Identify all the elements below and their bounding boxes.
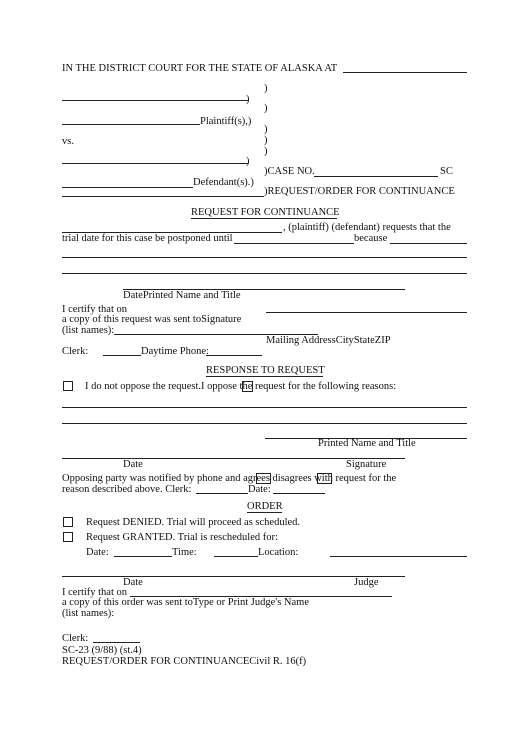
- daytime-phone-field[interactable]: [206, 355, 262, 356]
- caption-paren: ): [264, 103, 268, 114]
- response-date-colon-label: Date:: [248, 484, 271, 495]
- form-title-footer: REQUEST/ORDER FOR CONTINUANCECivil R. 16(f): [62, 656, 307, 667]
- oppose-checkbox[interactable]: [242, 381, 253, 392]
- oppose-reason-line-1[interactable]: [62, 407, 467, 408]
- postpone-until-field[interactable]: [234, 243, 354, 244]
- order-clerk-label: Clerk:: [62, 633, 89, 644]
- list-names-label: (list names):: [62, 325, 115, 336]
- caption-paren: ): [246, 94, 250, 105]
- clerk-label: Clerk:: [62, 346, 89, 357]
- defendant-label: Defendant(s).): [193, 177, 254, 188]
- caption-paren: ): [246, 156, 250, 167]
- opposing-party-line: Opposing party was notified by phone and agrees disagrees with request for the: [62, 473, 397, 484]
- order-date-label: Date:: [86, 547, 109, 558]
- request-signature-line[interactable]: [266, 312, 467, 313]
- granted-checkbox[interactable]: [63, 532, 73, 542]
- order-location-field[interactable]: [330, 556, 467, 557]
- disagrees-checkbox[interactable]: [317, 473, 332, 484]
- plaintiff-label: Plaintiff(s),): [200, 116, 252, 127]
- defendant-name-line-1[interactable]: [62, 163, 248, 164]
- request-heading: REQUEST FOR CONTINUANCE: [191, 207, 340, 218]
- date-name-title-label: DatePrinted Name and Title: [123, 290, 241, 301]
- form-code: SC-23 (9/88) (st.4): [62, 645, 142, 656]
- caption-paren: ): [264, 124, 268, 135]
- defendant-name-line-2[interactable]: [62, 187, 193, 188]
- certify-label: I certify that on: [62, 304, 128, 315]
- caption-paren: ): [264, 135, 268, 146]
- form-title-caption: )REQUEST/ORDER FOR CONTINUANCE: [264, 186, 455, 197]
- plaintiff-name-line-2[interactable]: [62, 124, 200, 125]
- court-header: IN THE DISTRICT COURT FOR THE STATE OF ALASKA AT: [62, 63, 338, 74]
- because-field[interactable]: [390, 243, 467, 244]
- daytime-phone-label: Daytime Phone:: [141, 346, 209, 357]
- defendant-name-line-3[interactable]: [62, 196, 264, 197]
- caption-paren: ): [264, 146, 268, 157]
- clerk-field[interactable]: [103, 355, 141, 356]
- order-clerk-field[interactable]: [93, 642, 140, 643]
- reason-line-2[interactable]: [62, 273, 467, 274]
- order-location-label: Location:: [258, 547, 299, 558]
- denied-checkbox[interactable]: [63, 517, 73, 527]
- agrees-checkbox[interactable]: [256, 473, 271, 484]
- do-not-oppose-checkbox[interactable]: [63, 381, 73, 391]
- response-signature-label: Signature: [346, 459, 387, 470]
- heading-underline: [191, 218, 337, 219]
- judge-label: Judge: [354, 577, 379, 588]
- response-clerk-field[interactable]: [196, 493, 248, 494]
- oppose-reason-line-2[interactable]: [62, 423, 467, 424]
- caption-paren: ): [264, 83, 268, 94]
- order-date-caption: Date: [123, 577, 143, 588]
- party-line: , (plaintiff) (defendant) requests that the: [283, 222, 451, 233]
- vs-label: vs.: [62, 136, 74, 147]
- response-date-field[interactable]: [273, 493, 325, 494]
- granted-label: Request GRANTED. Trial is rescheduled for:: [86, 532, 278, 543]
- order-certify-label: I certify that on: [62, 587, 128, 598]
- order-time-label: Time:: [172, 547, 197, 558]
- denied-label: Request DENIED. Trial will proceed as scheduled.: [86, 517, 301, 528]
- oppose-line: I do not oppose the request.I oppose the request for the following reasons:: [85, 381, 397, 392]
- heading-underline: [206, 376, 323, 377]
- because-label: because: [354, 233, 388, 244]
- trial-postpone-line: trial date for this case be postponed until: [62, 233, 233, 244]
- sc-label: SC: [440, 166, 453, 177]
- reason-clerk-line: reason described above. Clerk:: [62, 484, 192, 495]
- response-heading: RESPONSE TO REQUEST: [206, 365, 325, 376]
- copy-sent-label: a copy of this request was sent toSignature: [62, 314, 242, 325]
- case-number-field[interactable]: [314, 176, 438, 177]
- printed-name-title-label: Printed Name and Title: [318, 438, 416, 449]
- reason-line-1[interactable]: [62, 257, 467, 258]
- order-date-field[interactable]: [114, 556, 172, 557]
- order-list-names-label: (list names):: [62, 608, 115, 619]
- order-time-field[interactable]: [214, 556, 258, 557]
- order-heading: ORDER: [247, 501, 283, 512]
- case-no-label: )CASE NO.: [264, 166, 315, 177]
- mailing-address-label: Mailing AddressCityStateZIP: [266, 335, 391, 346]
- heading-underline: [247, 512, 282, 513]
- order-copy-sent-label: a copy of this order was sent toType or Print Judge's Name: [62, 597, 309, 608]
- response-date-label: Date: [123, 459, 143, 470]
- plaintiff-name-line-1[interactable]: [62, 100, 248, 101]
- court-location-field[interactable]: [343, 72, 467, 73]
